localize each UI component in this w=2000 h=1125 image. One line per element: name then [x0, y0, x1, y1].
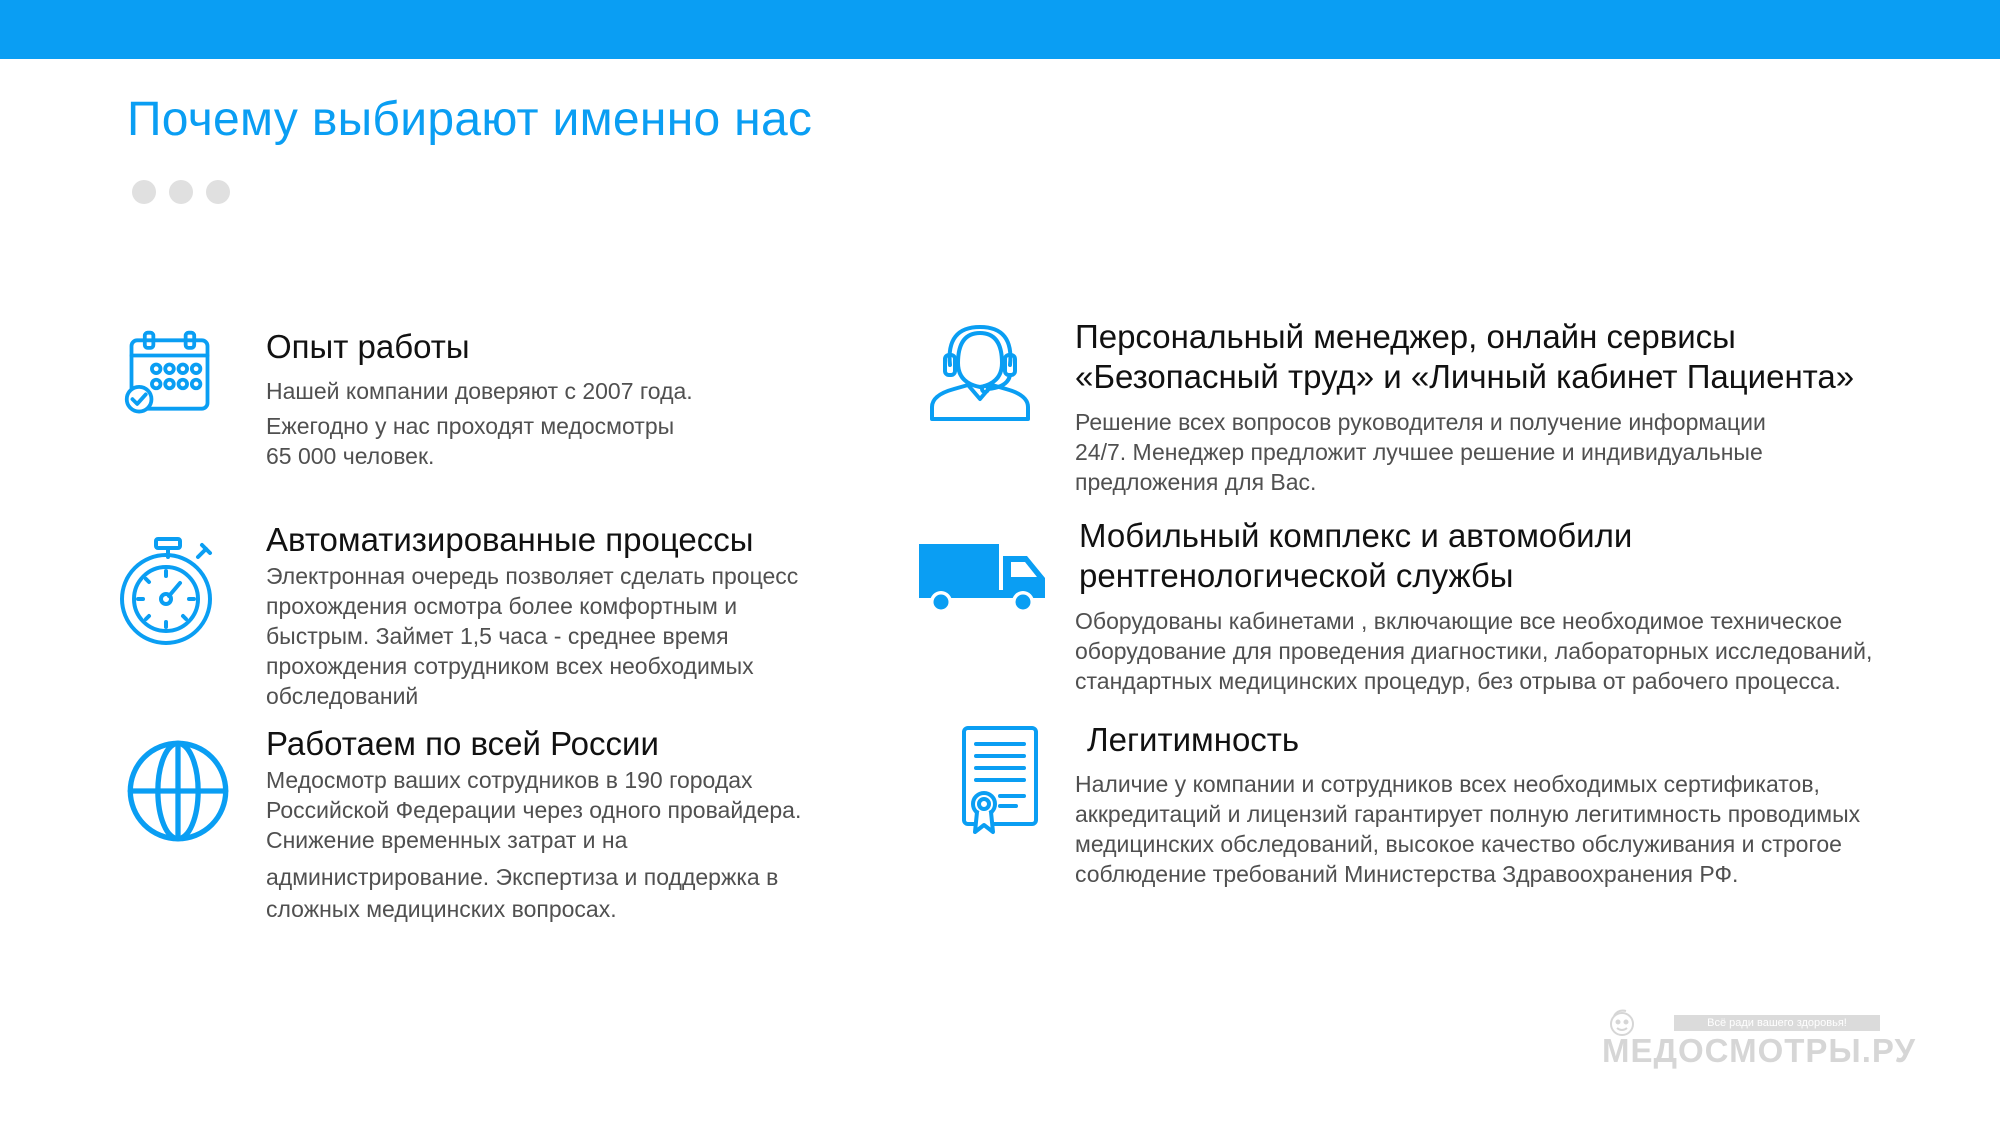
text-line: Российской Федерации через одного провайдера.	[266, 797, 802, 823]
truck-icon	[919, 542, 1047, 616]
text-line: Оборудованы кабинетами , включающие все необходимое техническое	[1075, 608, 1843, 634]
text-line: стандартных медицинских процедур, без отрыва от рабочего процесса.	[1075, 668, 1841, 694]
certificate-icon	[960, 724, 1040, 836]
dot	[206, 180, 230, 204]
medosmotry-watermark-logo	[1594, 1008, 1916, 1073]
text-line: прохождения осмотра более комфортным и	[266, 593, 738, 619]
text-line: Решение всех вопросов руководителя и получение информации	[1075, 409, 1766, 435]
text-line: Снижение временных затрат и на	[266, 827, 628, 853]
feature-heading-automation: Автоматизированные процессы	[266, 521, 754, 558]
feature-text-mobile-complex	[1075, 606, 1872, 696]
heading-line: «Безопасный труд» и «Личный кабинет Пациента»	[1075, 358, 1855, 395]
dot	[132, 180, 156, 204]
dot	[169, 180, 193, 204]
text-line: 65 000 человек.	[266, 443, 435, 469]
feature-text-automation	[266, 561, 798, 711]
heading-line: рентгенологической службы	[1079, 557, 1514, 594]
feature-heading-mobile-complex	[1079, 516, 1632, 596]
watermark-logo-text: МЕДОСМОТРЫ.РУ	[1602, 1032, 1916, 1069]
text-line: сложных медицинских вопросах.	[266, 896, 617, 922]
globe-icon	[125, 738, 231, 844]
text-line: аккредитаций и лицензий гарантирует полную легитимность проводимых	[1075, 801, 1861, 827]
stopwatch-icon	[118, 535, 218, 647]
feature-text-coverage	[266, 765, 801, 924]
text-line: Нашей компании доверяют с 2007 года.	[266, 378, 693, 404]
text-line: Медосмотр ваших сотрудников в 190 городах	[266, 767, 753, 793]
feature-heading-legitimacy: Легитимность	[1087, 721, 1300, 758]
text-line: Электронная очередь позволяет сделать процесс	[266, 563, 799, 589]
text-line: быстрым. Займет 1,5 часа - среднее время	[266, 623, 729, 649]
watermark-tagline: Всё ради вашего здоровья!	[1674, 1015, 1880, 1031]
text-line: предложения для Вас.	[1075, 469, 1317, 495]
heading-line: Персональный менеджер, онлайн сервисы	[1075, 318, 1736, 355]
heading-line: Мобильный комплекс и автомобили	[1079, 517, 1633, 554]
text-line: Наличие у компании и сотрудников всех необходимых сертификатов,	[1075, 771, 1820, 797]
calendar-icon	[122, 327, 217, 422]
feature-heading-experience: Опыт работы	[266, 328, 470, 365]
feature-text-legitimacy	[1075, 769, 1860, 889]
text-line: обследований	[266, 683, 419, 709]
text-line: прохождения сотрудником всех необходимых	[266, 653, 754, 679]
feature-text-experience	[266, 376, 693, 471]
headset-operator-icon	[928, 323, 1032, 423]
feature-heading-manager	[1075, 317, 1854, 397]
page-title: Почему выбирают именно нас	[127, 93, 813, 146]
text-line: медицинских обследований, высокое качество обслуживания и строгое	[1075, 831, 1842, 857]
text-line: администрирование. Экспертиза и поддержка в	[266, 864, 779, 890]
text-line: соблюдение требований Министерства Здравоохранения РФ.	[1075, 861, 1739, 887]
feature-heading-coverage: Работаем по всей России	[266, 725, 659, 762]
text-line: оборудование для проведения диагностики, лабораторных исследований,	[1075, 638, 1873, 664]
feature-text-manager	[1075, 407, 1766, 497]
top-accent-bar	[0, 0, 2000, 59]
decorative-dots	[132, 180, 230, 204]
text-line: 24/7. Менеджер предложит лучшее решение и индивидуальные	[1075, 439, 1763, 465]
text-line: Ежегодно у нас проходят медосмотры	[266, 413, 675, 439]
